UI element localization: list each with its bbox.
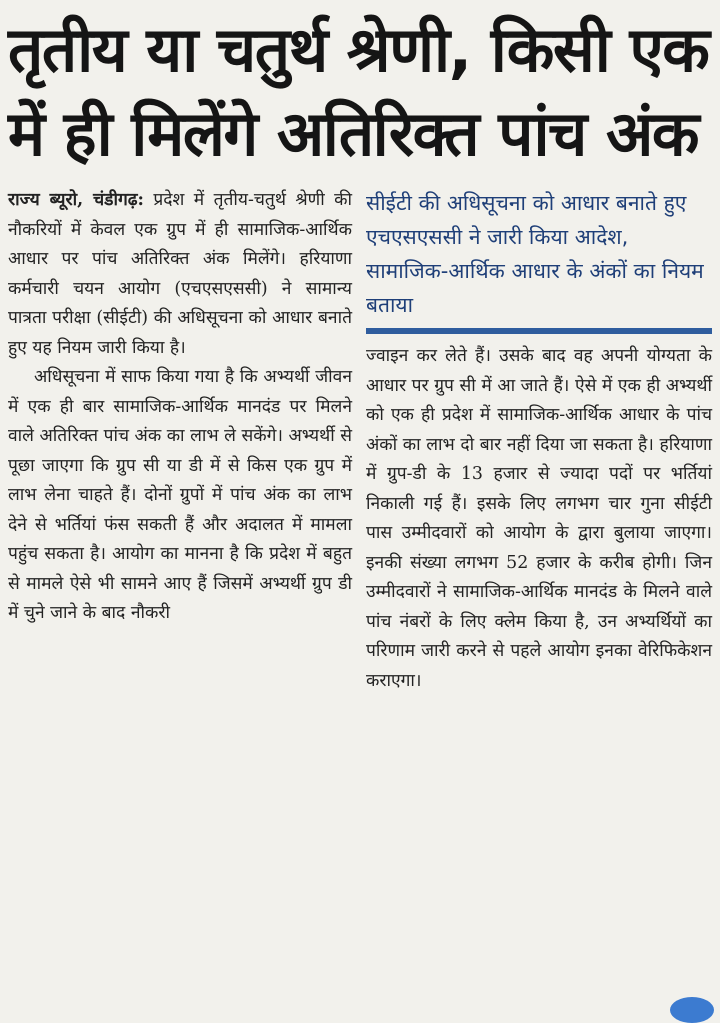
article-paragraph-1 (8, 186, 352, 363)
article-paragraph-1-text: प्रदेश में तृतीय-चतुर्थ श्रेणी की नौकरियों में केवल एक ग्रुप में ही सामाजिक-आर्थिक आधार पर पांच अतिरिक्त अंक मिलेंगे। हरियाणा कर्मचारी चयन आयोग (एचएसएससी) ने सामान्य पात्रता परीक्षा (सीईटी) की अधिसूचना को आधार बनाते हुए यह नियम जारी किया है। (8, 190, 352, 358)
headline-line-1: तृतीय या चतुर्थ श्रेणी, किसी एक (8, 13, 709, 86)
headline-line-2: में ही मिलेंगे अतिरिक्त पांच अंक (8, 97, 698, 170)
article-paragraph-2: अधिसूचना में साफ किया गया है कि अभ्यर्थी जीवन में एक ही बार सामाजिक-आर्थिक मानदंड पर मिलने वाले अतिरिक्त पांच अंक का लाभ ले सकेंगे। अभ्यर्थी से पूछा जाएगा कि ग्रुप सी या डी में से किस एक ग्रुप में लाभ लेना चाहते हैं। दोनों ग्रुपों में पांच अंक का लाभ देने से भर्तियां फंस सकती हैं और अदालत में मामला पहुंच सकता है। आयोग का मानना है कि प्रदेश में बहुत से मामले ऐसे भी सामने आए हैं जिसमें अभ्यर्थी ग्रुप डी में चुने जाने के बाद नौकरी (8, 367, 352, 623)
corner-badge-shape (670, 997, 714, 1023)
deck-highlight: सीईटी की अधिसूचना को आधार बनाते हुए एचएसएससी ने जारी किया आदेश, सामाजिक-आर्थिक आधार के अंकों का नियम बताया (366, 186, 712, 334)
byline: राज्य ब्यूरो, चंडीगढ़: (8, 190, 144, 210)
headline (8, 8, 712, 176)
article-column-left (8, 186, 352, 629)
article-paragraph-3: ज्वाइन कर लेते हैं। उसके बाद वह अपनी योग्यता के आधार पर ग्रुप सी में आ जाते हैं। ऐसे में एक ही अभ्यर्थी को एक ही प्रदेश में सामाजिक-आर्थिक आधार के पांच अंकों का लाभ दो बार नहीं दिया जा सकता है। हरियाणा में ग्रुप-डी के 13 हजार से ज्यादा पदों पर भर्तियां निकाली गई हैं। इसके लिए लगभग चार गुना सीईटी पास उम्मीदवारों को आयोग के द्वारा बुलाया जाएगा। इनकी संख्या लगभग 52 हजार के करीब होगी। जिन उम्मीदवारों ने सामाजिक-आर्थिक मानदंड के मिलने वाले पांच नंबरों के लिए क्लेम किया है, उन अभ्यर्थियों का परिणाम जारी करने से पहले आयोग इनका वेरिफिकेशन कराएगा। (366, 346, 712, 691)
article-column-right (366, 186, 712, 696)
